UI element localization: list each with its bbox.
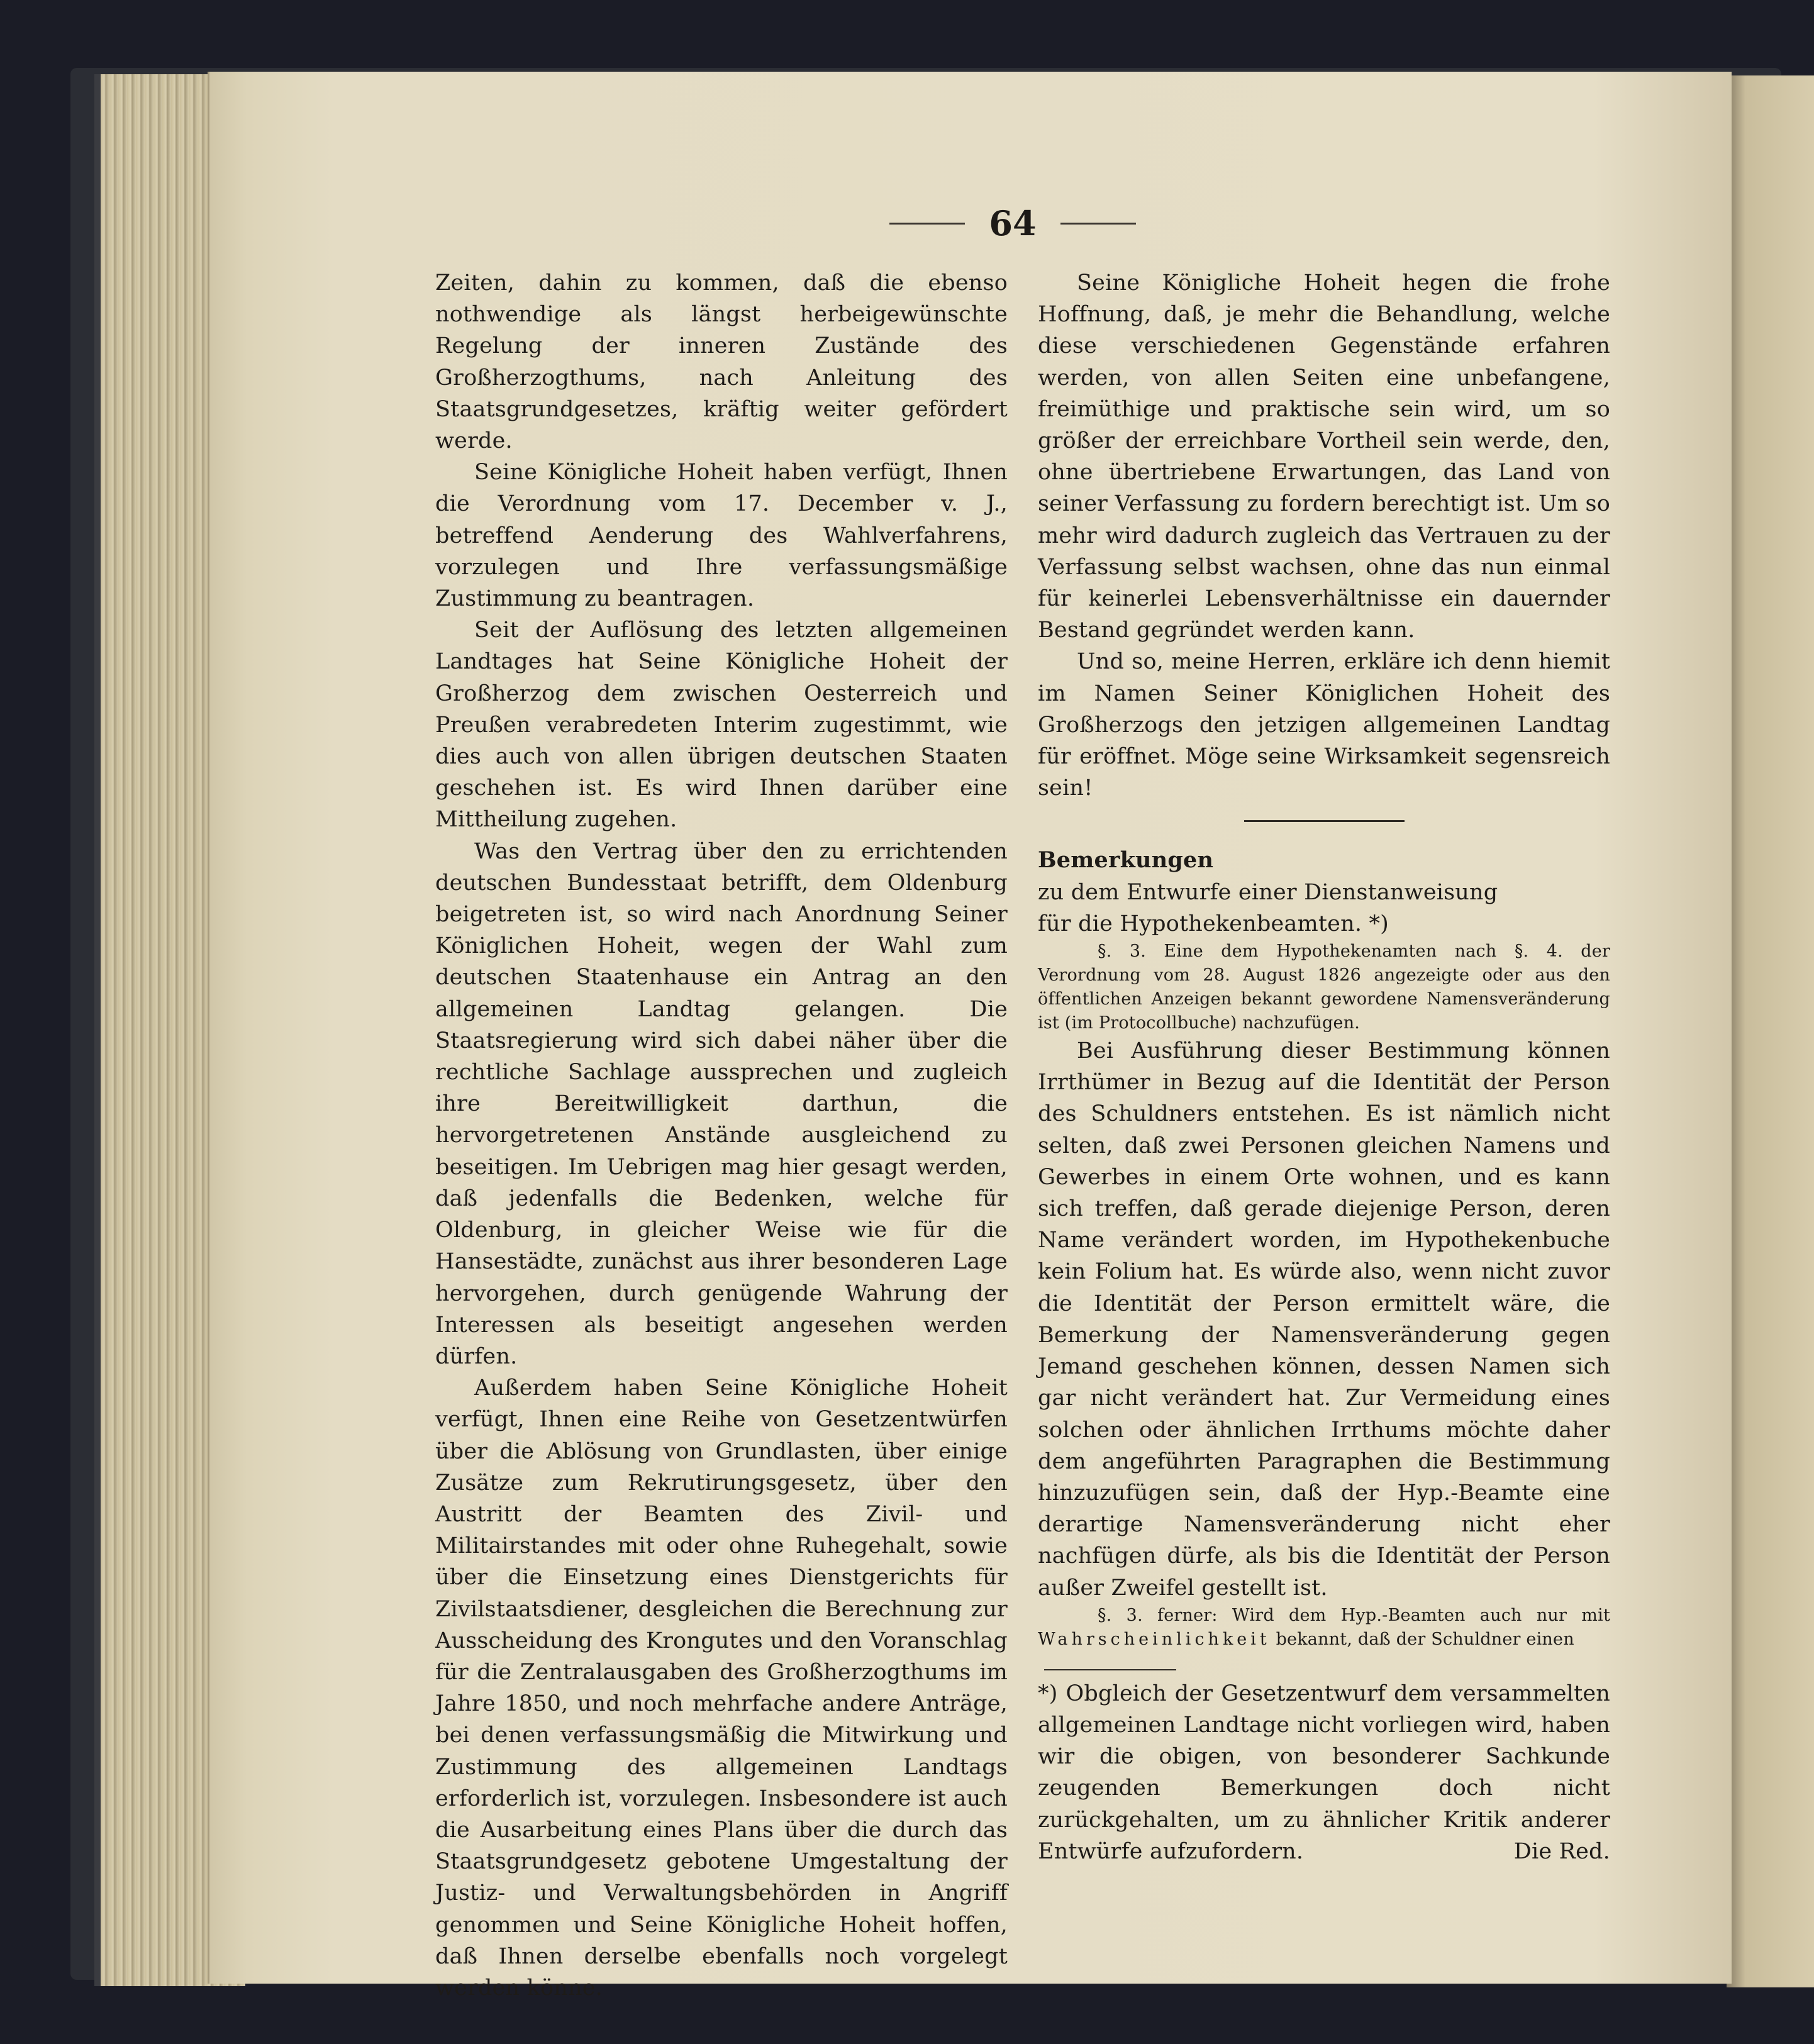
footnote (1038, 1678, 1610, 1867)
footnote-signature: Die Red. (1513, 1838, 1610, 1864)
page-number: 64 (989, 203, 1037, 243)
section-3-ferner-emphasis: Wahrscheinlichkeit (1038, 1629, 1271, 1649)
header-rule-left (889, 223, 965, 225)
paragraph: Seit der Auflösung des letzten allgemeinen Landtages hat Seine Königliche Hoheit der Großherzog dem zwischen Oesterreich und Preußen verabredeten Interim zugestimmt, wie dies auch von allen übrigen deutschen Staaten geschehen ist. Es wird Ihnen darüber eine Mittheilung zugehen. (435, 618, 1008, 833)
paragraph: Zeiten, dahin zu kommen, daß die ebenso nothwendige als längst herbeigewünschte Regelung der inneren Zustände des Großherzogthums, nach Anleitung des Staatsgrundgesetzes, kräftig weiter gefördert werde. (435, 270, 1008, 454)
paragraph: Und so, meine Herren, erkläre ich denn hiemit im Namen Seiner Königlichen Hoheit des Großherzogs den jetzigen allgemeinen Landtag für eröffnet. Möge seine Wirksamkeit segensreich sein! (1038, 649, 1610, 801)
page-header (862, 201, 1164, 245)
section-3-ferner-suffix: bekannt, daß der Schuldner einen (1276, 1629, 1574, 1649)
paragraph: Außerdem haben Seine Königliche Hoheit verfügt, Ihnen eine Reihe von Gesetzentwürfen über die Ablösung von Grundlasten, über einige Zusätze zum Rekrutirungsgesetz, über den Austritt der Beamten des Zivil- und Militairstandes mit oder ohne Ruhegehalt, sowie über die Einsetzung eines Dienstgerichts für Zivilstaatsdiener, desgleichen die Berechnung zur Ausscheidung des Krongutes und den Voranschlag für die Zentralausgaben des Großherzogthums im Jahre 1850, und noch mehrfache andere Anträge, bei denen verfassungsmäßig die Mitwirkung und Zustimmung des allgemeinen Landtags erforderlich ist, vorzulegen. Insbesondere ist auch die Ausarbeitung eines Plans über die durch das Staatsgrundgesetz gebotene Umgestaltung der Justiz- und Verwaltungsbehörden in Angriff genommen und Seine Königliche Hoheit hoffen, daß Ihnen derselbe ebenfalls noch vorgelegt werden könne. (435, 1375, 1008, 2001)
commentary-paragraph: Bei Ausführung dieser Bestimmung können Irrthümer in Bezug auf die Identität der Person des Schuldners entstehen. Es ist nämlich nicht selten, daß zwei Personen gleichen Namens und Gewerbes in einem Orte wohnen, und es kann sich treffen, daß gerade diejenige Person, deren Name verändert worden, im Hypothekenbuche kein Folium hat. Es würde also, wenn nicht zuvor die Identität der Person ermittelt wäre, die Bemerkung der Namensveränderung gegen Jemand geschehen können, dessen Namen sich gar nicht verändert hat. Zur Vermeidung eines solchen oder ähnlichen Irrthums möchte daher dem angeführten Paragraphen die Bestimmung hinzuzufügen sein, daß der Hyp.-Beamte eine derartige Namensveränderung nicht eher nachfügen dürfe, als bis die Identität der Person außer Zweifel gestellt ist. (1038, 1038, 1610, 1601)
section-3-text: §. 3. Eine dem Hypothekenamten nach §. 4. der Verordnung vom 28. August 1826 angezeigte oder aus den öffentlichen Anzeigen bekannt gewordene Namensveränderung ist (im Protocollbuche) nachzufügen. (1038, 941, 1610, 1033)
paragraph: Seine Königliche Hoheit haben verfügt, Ihnen die Verordnung vom 17. December v. J., betreffend Aenderung des Wahlverfahrens, vorzulegen und Ihre verfassungsmäßige Zustimmung zu beantragen. (435, 460, 1008, 612)
section-heading: Bemerkungen (1038, 847, 1214, 874)
section-divider (1244, 820, 1405, 822)
left-column (435, 267, 1008, 2004)
section-3-ferner (1038, 1604, 1610, 1652)
section-3-ferner-prefix: §. 3. ferner: Wird dem Hyp.-Beamten auch nur mit (1098, 1605, 1610, 1625)
footnote-text: *) Obgleich der Gesetzentwurf dem versammelten allgemeinen Landtage nicht vorliegen wird, haben wir die obigen, von besonderer Sachkunde zeugenden Bemerkungen doch nicht zurückgehalten, um zu ähnlicher Kritik anderer Entwürfe aufzufordern. (1038, 1680, 1610, 1864)
paragraph: Was den Vertrag über den zu errichtenden deutschen Bundesstaat betrifft, dem Oldenburg beigetreten ist, so wird nach Anordnung Seiner Königlichen Hoheit, wegen der Wahl zum deutschen Staatenhause ein Antrag an den allgemeinen Landtag gelangen. Die Staatsregierung wird sich dabei näher über die rechtliche Sachlage aussprechen und zugleich ihre Bereitwilligkeit darthun, die hervorgetretenen Anstände ausgleichend zu beseitigen. Im Uebrigen mag hier gesagt werden, daß jedenfalls die Bedenken, welche für Oldenburg, in gleicher Weise wie für die Hansestädte, zunächst aus ihrer besonderen Lage hervorgehen, durch genügende Wahrung der Interessen als beseitigt angesehen werden dürfen. (435, 838, 1008, 1369)
footnote-rule (1044, 1669, 1176, 1670)
paragraph: Seine Königliche Hoheit hegen die frohe Hoffnung, daß, je mehr die Behandlung, welche diese verschiedenen Gegenstände erfahren werden, von allen Seiten eine unbefangene, freimüthige und praktische sein wird, um so größer der erreichbare Vortheil sein werde, den, ohne übertriebene Erwartungen, das Land von seiner Verfassung zu fordern berechtigt ist. Um so mehr wird dadurch zugleich das Vertrauen zu der Verfassung selbst wachsen, ohne das nun einmal für keinerlei Lebensverhältnisse ein dauernder Bestand gegründet werden kann. (1038, 270, 1610, 643)
page-edges-right (1727, 75, 1814, 1987)
header-rule-right (1060, 223, 1136, 225)
section-subheading: für die Hypothekenbeamten. *) (1038, 911, 1389, 936)
right-column (1038, 267, 1610, 1867)
section-subheading: zu dem Entwurfe einer Dienstanweisung (1038, 879, 1498, 905)
